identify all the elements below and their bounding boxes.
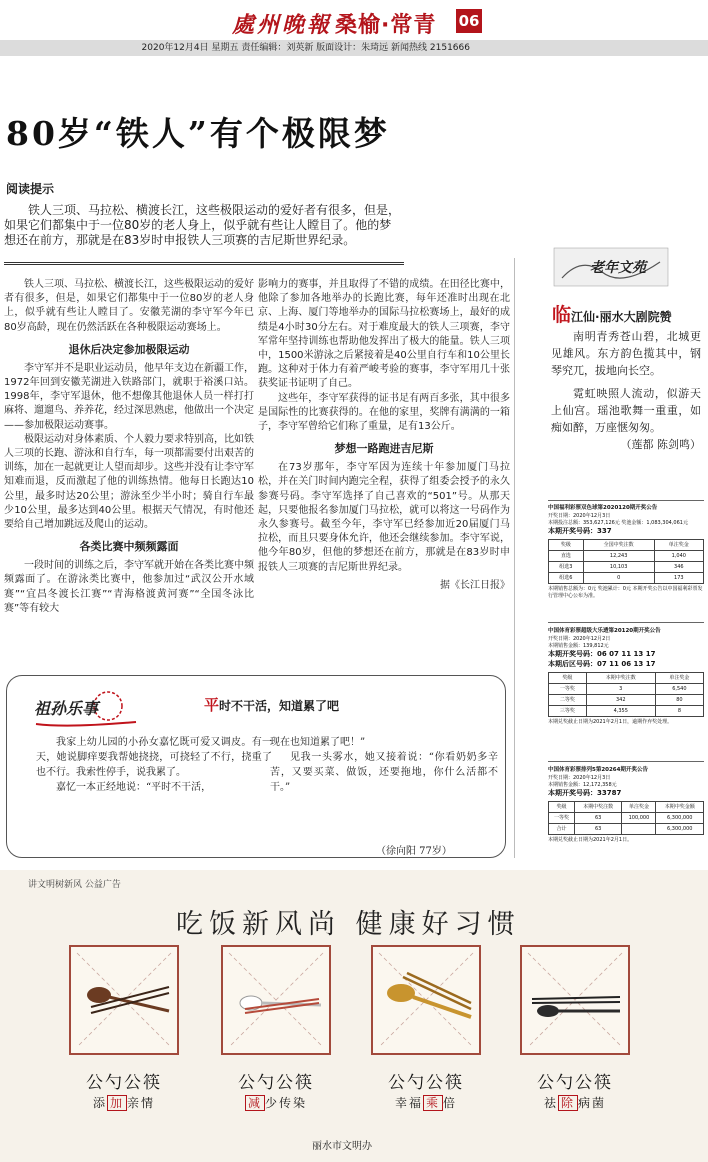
lottery-date: 开奖日期：2020年12月2日 <box>548 636 611 642</box>
poem-stanza: 南明青秀苍山碧，北城更见雄风。东方韵色揽其中，钢琴究兀，拔地向长空。 <box>551 330 701 377</box>
lottery-sales: 本期投注总额：353,627,126元 奖池金额：1,083,304,061元 <box>548 519 688 526</box>
divider <box>548 500 704 501</box>
table-cell: 6,300,000 <box>656 813 704 824</box>
ad-highlight: 加 <box>107 1095 127 1111</box>
ad-subtitle <box>64 1094 184 1111</box>
lottery-table <box>548 672 704 717</box>
table-cell: 173 <box>654 573 703 584</box>
table-cell <box>622 824 656 835</box>
table-cell: 一等奖 <box>549 813 575 824</box>
story-column-2 <box>270 735 498 795</box>
lottery-date: 开奖日期：2020年12月3日 <box>548 513 611 519</box>
lottery-numbers: 本期开奖号码：33787 <box>548 789 622 797</box>
table-header: 本期中奖金额 <box>656 802 704 813</box>
ad-footer: 丽水市文明办 <box>312 1141 372 1152</box>
paragraph: 我家上幼儿园的小孙女嘉忆既可爱又调皮。有一天，她说脚痒要我帮她挠挠，可挠轻了不行，挠重了也不行。我索性停手，说我累了。 <box>36 737 272 778</box>
ad-card <box>371 945 481 1055</box>
paragraph: 现在也知道累了吧！” <box>270 737 366 748</box>
page-number: 06 <box>456 9 482 33</box>
table-cell: 6,300,000 <box>656 824 704 835</box>
divider <box>4 262 404 263</box>
table-cell: 三等奖 <box>549 706 587 717</box>
table-cell: 80 <box>655 695 703 706</box>
masthead-info: 2020年12月4日 星期五 责任编辑：刘英新 版面设计：朱琦远 新闻热线 2151666 <box>141 43 470 53</box>
table-cell: 4,355 <box>586 706 655 717</box>
ad-highlight: 除 <box>558 1095 578 1111</box>
lottery-table <box>548 801 704 835</box>
lottery-date: 开奖日期：2020年12月3日 <box>548 775 611 781</box>
poem-title-initial: 临 <box>552 304 572 326</box>
lottery-title: 中国体育彩票超级大乐透第20120期开奖公告 <box>548 628 661 634</box>
ad-subtitle <box>366 1094 486 1111</box>
table-header: 单注奖金 <box>654 540 703 551</box>
paragraph: 在73岁那年，李守军因为连续十年参加厦门马拉松，并在关门时间内跑完全程，获得了组委会授予的永久参赛号码。李守军选择了自己喜欢的“501”号。从那天起，只要他报名参加厦门马拉松，就可以将这一号码作为永久参赛号。截至今年，李守军已经参加近20届厦门马拉松，而且只要身体允许，他还会继续参加。李守军说，他今年80岁，但他的梦想还在前方，那就是在83岁时申报铁人三项赛的吉尼斯世界纪录。 <box>258 462 510 573</box>
divider <box>548 622 704 623</box>
table-cell: 组选3 <box>549 562 584 573</box>
ad-label: 讲文明树新风 公益广告 <box>28 880 121 890</box>
divider <box>4 264 404 265</box>
story-source: （徐向阳 77岁） <box>376 846 452 857</box>
article-column-1 <box>4 278 254 616</box>
section-dot: · <box>381 13 391 38</box>
ad-subtitle-a: 幸福 <box>394 1096 423 1110</box>
page-title: 80岁“铁人”有个极限梦 <box>6 114 390 153</box>
paragraph: 这些年，李守军获得的证书足有两百多张，其中很多是国际性的比赛获得的。在他的家里，奖牌有满满的一箱子，李守军曾给它们称了重量，足有13公斤。 <box>258 392 510 433</box>
paragraph: 见我一头雾水，她又接着说：“你看奶奶多辛苦，又要买菜、做饭，还要拖地，你什么活都不干。” <box>270 752 498 793</box>
subheading: 各类比赛中频频露面 <box>79 540 179 554</box>
lottery-notice <box>548 627 704 726</box>
poem-logo-icon <box>552 242 670 292</box>
section-name-2: 常青 <box>390 13 437 38</box>
paragraph: 嘉忆一本正经地说：“平时不干活， <box>56 782 212 793</box>
lottery-sales: 本期销售金额：139,812元 <box>548 642 609 649</box>
ad-subtitle-a: 添 <box>92 1096 107 1110</box>
table-cell: 8 <box>655 706 703 717</box>
masthead-logo: 處州晚報 <box>232 12 333 38</box>
ad-slogan: 公勺公筷 <box>537 1073 613 1093</box>
ad-slogan: 公勺公筷 <box>238 1073 314 1093</box>
story-title <box>204 694 339 715</box>
table-cell: 一等奖 <box>549 684 587 695</box>
article-column-2 <box>258 278 510 593</box>
table-header: 本期中奖注数 <box>586 673 655 684</box>
table-header: 单注奖金 <box>655 673 703 684</box>
poem-logo-text: 老年文苑 <box>590 260 646 276</box>
table-cell: 合计 <box>549 824 575 835</box>
ad-subtitle <box>216 1094 336 1111</box>
ad-subtitle-b: 病菌 <box>578 1096 607 1110</box>
lottery-note: 本期兑奖截止日期为2021年2月1日，逾期作弃奖处理。 <box>548 719 673 725</box>
table-header: 全国中奖注数 <box>583 540 654 551</box>
lottery-note: 本期兑奖截止日期为2021年2月1日。 <box>548 837 633 843</box>
ad-subtitle-b: 亲情 <box>127 1096 156 1110</box>
divider <box>548 761 704 762</box>
table-cell: 1,040 <box>654 551 703 562</box>
table-cell: 63 <box>574 813 622 824</box>
story-title-initial: 平 <box>204 696 220 714</box>
table-cell: 二等奖 <box>549 695 587 706</box>
table-cell: 100,000 <box>622 813 656 824</box>
lottery-numbers-back: 本期后区号码：07 11 06 13 17 <box>548 660 656 668</box>
table-header: 单注奖金 <box>622 802 656 813</box>
paragraph: 极限运动对身体素质、个人毅力要求特别高，比如铁人三项的长跑、游泳和自行车，每一项都需要付出艰苦的训练，加在一起就更让人望而却步。这些并没有让李守军知难而退，反而激起了他的训练热情。他每日长跑达10公里，最多时达20公里；游泳至少半小时；骑自行车最少10公里，最多达到40公里。根据天气情况，有时他还要给自己增加跳远及爬山的运动。 <box>4 433 254 531</box>
table-header: 奖级 <box>549 540 584 551</box>
lottery-title: 中国体育彩票排列5第20264期开奖公告 <box>548 767 648 773</box>
subheading: 梦想一路跑进吉尼斯 <box>334 442 434 456</box>
ad-subtitle <box>515 1094 635 1111</box>
paragraph: 李守军并不是职业运动员，他早年支边在新疆工作，1972年回到安徽芜湖进入铁路部门，就职于裕溪口站。1998年，李守军退休，他不想像其他退休人员一样打打麻将、遛遛鸟、养养花，经过深思熟虑，他做出一个决定——参加极限运动赛事。 <box>4 362 254 431</box>
lead-text: 铁人三项、马拉松、横渡长江，这些极限运动的爱好者有很多，但是，如果它们都集中于一位80岁的老人身上，似乎就有些让人瞠目了。他的梦想还在前方，那就是在83岁时申报铁人三项赛的吉尼斯世界纪录。 <box>4 203 401 247</box>
paragraph: 一段时间的训练之后，李守军就开始在各类比赛中频频露面了。在游泳类比赛中，他参加过“武汉公开水域赛”“宜昌冬渡长江赛”“青海格渡黄河赛”“全国冬泳比赛”等有较大 <box>4 560 254 614</box>
ad-subtitle-a: 祛 <box>543 1096 558 1110</box>
poem-title <box>552 300 672 327</box>
story-title-rest: 时不干活，知道累了吧 <box>219 699 340 713</box>
lottery-notice <box>548 766 704 844</box>
lottery-sales: 本期销售金额：12,172,358元 <box>548 781 617 788</box>
poem-stanza: 霓虹映照人流动，似游天上仙宫。瑶池歌舞一重重，如痴如醉，万座惬匆匆。 <box>551 387 701 434</box>
article-source: 据《长江日报》 <box>440 579 510 591</box>
story-column-1 <box>36 735 272 795</box>
lottery-numbers: 本期开奖号码：06 07 11 13 17 <box>548 650 656 658</box>
ad-highlight: 乘 <box>423 1095 443 1111</box>
ad-subtitle-b: 倍 <box>443 1096 458 1110</box>
table-cell: 3 <box>586 684 655 695</box>
lottery-title: 中国福利彩票双色球第2020120期开奖公告 <box>548 505 658 511</box>
story-logo-icon <box>28 684 143 732</box>
poem-author: （莲都 陈剑鸣） <box>620 438 701 451</box>
table-cell: 0 <box>583 573 654 584</box>
spoon-chopsticks-icon <box>373 947 479 1053</box>
column-divider <box>514 258 515 858</box>
section-title <box>335 8 436 39</box>
table-cell: 组选6 <box>549 573 584 584</box>
table-header: 奖级 <box>549 802 575 813</box>
lottery-numbers: 本期开奖号码：337 <box>548 527 612 535</box>
lottery-table <box>548 539 704 584</box>
lottery-notice <box>548 504 704 599</box>
poem-body <box>551 328 701 453</box>
table-cell: 63 <box>574 824 622 835</box>
table-cell: 12,243 <box>583 551 654 562</box>
ad-card <box>69 945 179 1055</box>
table-cell: 直选 <box>549 551 584 562</box>
table-cell: 342 <box>586 695 655 706</box>
ad-slogan: 公勺公筷 <box>86 1073 162 1093</box>
ad-title: 吃饭新风尚 健康好习惯 <box>176 909 521 940</box>
lottery-note: 本期销售总额为：0元 奖池累计：0元 本期开奖公告以中国福利彩票发行管理中心公布为准。 <box>548 586 703 599</box>
spoon-chopsticks-icon <box>71 947 177 1053</box>
paragraph: 铁人三项、马拉松、横渡长江，这些极限运动的爱好者有很多，但是，如果它们都集中于一位80岁的老人身上，似乎就有些让人瞠目了。安徽芜湖的李守军今年已80岁高龄，现在仍然活跃在各种极限运动赛场上。 <box>4 279 254 333</box>
paragraph: 影响力的赛事，并且取得了不错的成绩。在田径比赛中，他除了参加各地举办的长跑比赛，每年还准时出现在北京、上海、厦门等地举办的国际马拉松赛场上，最好的成绩是4小时30分左右。对于难度最大的铁人三项赛，李守军常年坚持训练也帮助他发挥出了极大的能量。铁人三项中，1500米游泳之后紧接着是40公里自行车和10公里长跑。这种对于体力有着严峻考验的赛事，李守军用几十张获奖证书证明了自己。 <box>258 279 510 390</box>
spoon-chopsticks-icon <box>223 947 329 1053</box>
table-header: 奖级 <box>549 673 587 684</box>
subheading: 退休后决定参加极限运动 <box>68 342 190 356</box>
table-cell: 346 <box>654 562 703 573</box>
ad-subtitle-b: 少传染 <box>265 1096 308 1110</box>
ad-slogan: 公勺公筷 <box>388 1073 464 1093</box>
ad-card <box>221 945 331 1055</box>
table-header: 本期中奖注数 <box>574 802 622 813</box>
section-name: 桑榆 <box>335 13 382 38</box>
poem-title-rest: 江仙·丽水大剧院赞 <box>571 310 672 324</box>
table-cell: 10,103 <box>583 562 654 573</box>
story-logo-text: 祖孙乐事 <box>34 699 99 718</box>
ad-highlight: 减 <box>245 1095 265 1111</box>
lead-label: 阅读提示 <box>6 182 55 196</box>
spoon-chopsticks-icon <box>522 947 628 1053</box>
table-cell: 6,540 <box>655 684 703 695</box>
ad-card <box>520 945 630 1055</box>
